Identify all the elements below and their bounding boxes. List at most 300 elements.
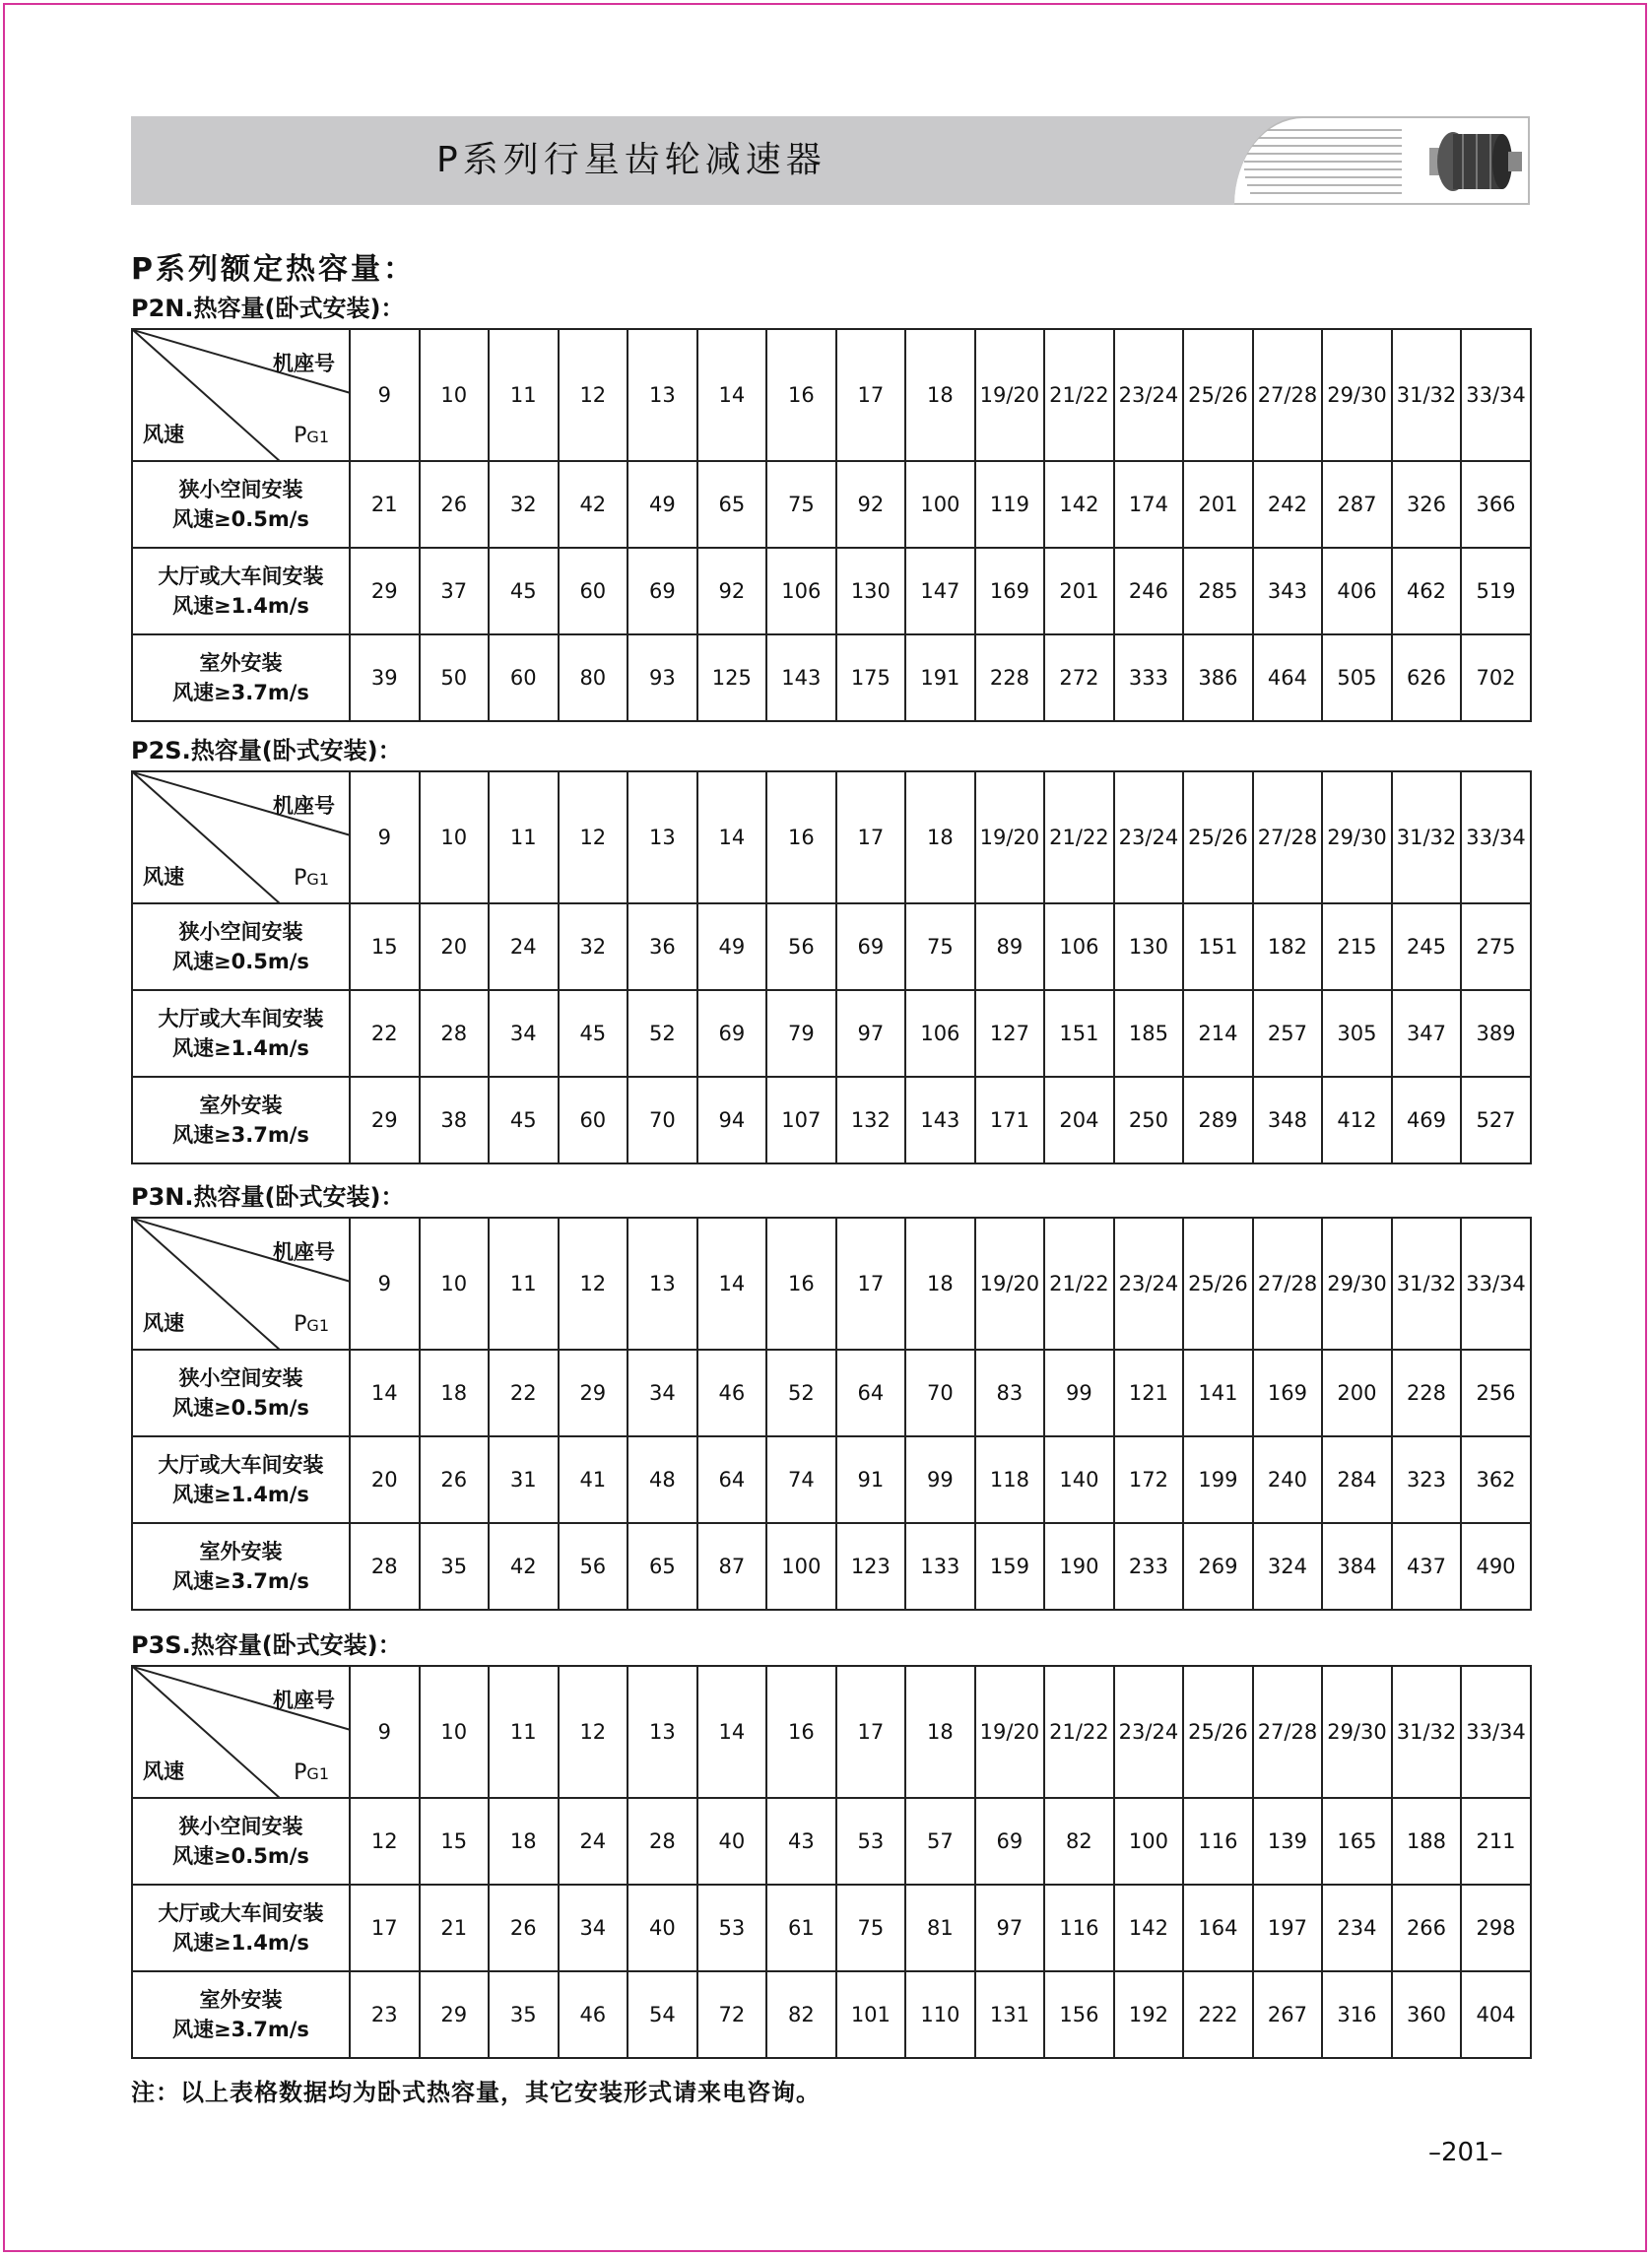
table-cell: 412 xyxy=(1322,1077,1392,1163)
table-cell: 21 xyxy=(420,1885,490,1971)
install-type-label: 狭小空间安装 xyxy=(178,478,303,501)
row-label xyxy=(132,1523,350,1610)
table-cell: 93 xyxy=(628,634,697,721)
table-cell: 406 xyxy=(1322,548,1392,634)
column-header: 13 xyxy=(628,329,697,461)
table-cell: 121 xyxy=(1114,1350,1184,1436)
table-cell: 348 xyxy=(1253,1077,1323,1163)
table-cell: 289 xyxy=(1183,1077,1253,1163)
table-cell: 324 xyxy=(1253,1523,1323,1610)
table-row xyxy=(132,634,1531,721)
column-header: 18 xyxy=(905,771,975,903)
table-cell: 211 xyxy=(1461,1798,1531,1885)
column-header: 25/26 xyxy=(1183,771,1253,903)
table-cell: 69 xyxy=(697,990,767,1077)
table-cell: 49 xyxy=(628,461,697,548)
table-cell: 56 xyxy=(559,1523,628,1610)
wind-speed-label: 风速 xyxy=(143,865,184,889)
table-cell: 519 xyxy=(1461,548,1531,634)
page-number: –201– xyxy=(1428,2138,1503,2167)
column-header: 11 xyxy=(489,329,559,461)
table-cell: 284 xyxy=(1322,1436,1392,1523)
column-header: 9 xyxy=(350,1218,420,1350)
wind-speed-label: 风速 xyxy=(143,1311,184,1335)
table-cell: 101 xyxy=(836,1971,906,2058)
column-header: 33/34 xyxy=(1461,1666,1531,1798)
table-cell: 32 xyxy=(489,461,559,548)
column-header: 19/20 xyxy=(975,1666,1045,1798)
table-cell: 54 xyxy=(628,1971,697,2058)
table-cell: 60 xyxy=(489,634,559,721)
table-cell: 94 xyxy=(697,1077,767,1163)
table-cell: 191 xyxy=(905,634,975,721)
corner-header-cell xyxy=(132,1218,350,1350)
table-cell: 240 xyxy=(1253,1436,1323,1523)
table-cell: 29 xyxy=(350,1077,420,1163)
row-label xyxy=(132,1971,350,2058)
table-cell: 200 xyxy=(1322,1350,1392,1436)
row-label xyxy=(132,1436,350,1523)
table-cell: 326 xyxy=(1392,461,1462,548)
pg1-label xyxy=(294,1312,329,1337)
table-cell: 23 xyxy=(350,1971,420,2058)
column-header: 17 xyxy=(836,329,906,461)
wind-speed-value: 风速≥0.5m/s xyxy=(172,507,309,531)
table-cell: 141 xyxy=(1183,1350,1253,1436)
table-cell: 35 xyxy=(489,1971,559,2058)
table-cell: 15 xyxy=(350,903,420,990)
table-cell: 45 xyxy=(489,548,559,634)
thermal-capacity-table xyxy=(131,328,1532,722)
wind-speed-value: 风速≥1.4m/s xyxy=(172,594,309,618)
table-cell: 127 xyxy=(975,990,1045,1077)
pg1-sub: G1 xyxy=(306,428,329,446)
table-cell: 159 xyxy=(975,1523,1045,1610)
table-cell: 61 xyxy=(766,1885,836,1971)
install-type-label: 狭小空间安装 xyxy=(178,920,303,944)
pg1-main: P xyxy=(294,866,307,891)
table-cell: 185 xyxy=(1114,990,1184,1077)
table-cell: 228 xyxy=(975,634,1045,721)
table-cell: 360 xyxy=(1392,1971,1462,2058)
column-header: 14 xyxy=(697,329,767,461)
column-header: 21/22 xyxy=(1044,771,1114,903)
table-cell: 490 xyxy=(1461,1523,1531,1610)
table-cell: 272 xyxy=(1044,634,1114,721)
pg1-sub: G1 xyxy=(306,870,329,889)
table-cell: 201 xyxy=(1044,548,1114,634)
table-cell: 48 xyxy=(628,1436,697,1523)
table-cell: 175 xyxy=(836,634,906,721)
install-type-label: 大厅或大车间安装 xyxy=(158,1007,324,1030)
column-header: 11 xyxy=(489,771,559,903)
table-cell: 34 xyxy=(489,990,559,1077)
column-header: 25/26 xyxy=(1183,329,1253,461)
column-header: 25/26 xyxy=(1183,1218,1253,1350)
wind-speed-label: 风速 xyxy=(143,423,184,446)
table-cell: 82 xyxy=(1044,1798,1114,1885)
table-cell: 386 xyxy=(1183,634,1253,721)
table-cell: 20 xyxy=(420,903,490,990)
install-type-label: 大厅或大车间安装 xyxy=(158,1453,324,1477)
wind-speed-value: 风速≥0.5m/s xyxy=(172,1844,309,1868)
table-cell: 131 xyxy=(975,1971,1045,2058)
column-header: 25/26 xyxy=(1183,1666,1253,1798)
column-header: 18 xyxy=(905,1218,975,1350)
column-header: 19/20 xyxy=(975,771,1045,903)
column-header: 13 xyxy=(628,1666,697,1798)
column-header: 13 xyxy=(628,1218,697,1350)
table-row xyxy=(132,1436,1531,1523)
table-cell: 57 xyxy=(905,1798,975,1885)
table-cell: 29 xyxy=(559,1350,628,1436)
table-cell: 83 xyxy=(975,1350,1045,1436)
table-cell: 41 xyxy=(559,1436,628,1523)
table-cell: 151 xyxy=(1183,903,1253,990)
table-row xyxy=(132,1350,1531,1436)
table-cell: 275 xyxy=(1461,903,1531,990)
column-header: 16 xyxy=(766,1666,836,1798)
table-row xyxy=(132,461,1531,548)
table-cell: 142 xyxy=(1044,461,1114,548)
table-cell: 257 xyxy=(1253,990,1323,1077)
table-cell: 366 xyxy=(1461,461,1531,548)
table-cell: 172 xyxy=(1114,1436,1184,1523)
wind-speed-value: 风速≥1.4m/s xyxy=(172,1483,309,1506)
table-cell: 323 xyxy=(1392,1436,1462,1523)
table-cell: 228 xyxy=(1392,1350,1462,1436)
table-cell: 99 xyxy=(1044,1350,1114,1436)
row-label xyxy=(132,461,350,548)
table-cell: 92 xyxy=(697,548,767,634)
column-header: 18 xyxy=(905,1666,975,1798)
thermal-capacity-table xyxy=(131,770,1532,1164)
column-header: 29/30 xyxy=(1322,771,1392,903)
table-cell: 37 xyxy=(420,548,490,634)
column-header: 29/30 xyxy=(1322,1666,1392,1798)
table-cell: 69 xyxy=(836,903,906,990)
install-type-label: 室外安装 xyxy=(199,1540,283,1563)
table-header-row xyxy=(132,1666,1531,1798)
column-header: 12 xyxy=(559,1666,628,1798)
table-cell: 65 xyxy=(697,461,767,548)
table-cell: 527 xyxy=(1461,1077,1531,1163)
column-header: 12 xyxy=(559,771,628,903)
column-header: 10 xyxy=(420,1666,490,1798)
table-cell: 188 xyxy=(1392,1798,1462,1885)
table-cell: 199 xyxy=(1183,1436,1253,1523)
table-cell: 234 xyxy=(1322,1885,1392,1971)
table-cell: 118 xyxy=(975,1436,1045,1523)
table-cell: 246 xyxy=(1114,548,1184,634)
table-caption: P3S.热容量(卧式安装)： xyxy=(131,1631,402,1659)
table-cell: 100 xyxy=(905,461,975,548)
table-cell: 362 xyxy=(1461,1436,1531,1523)
table-cell: 106 xyxy=(905,990,975,1077)
table-cell: 45 xyxy=(559,990,628,1077)
column-header: 9 xyxy=(350,1666,420,1798)
table-cell: 32 xyxy=(559,903,628,990)
column-header: 21/22 xyxy=(1044,1218,1114,1350)
table-cell: 65 xyxy=(628,1523,697,1610)
row-label xyxy=(132,903,350,990)
pg1-main: P xyxy=(294,1760,307,1785)
table-cell: 42 xyxy=(489,1523,559,1610)
table-cell: 197 xyxy=(1253,1885,1323,1971)
row-label xyxy=(132,548,350,634)
column-header: 21/22 xyxy=(1044,1666,1114,1798)
table-cell: 97 xyxy=(836,990,906,1077)
table-cell: 133 xyxy=(905,1523,975,1610)
column-header: 31/32 xyxy=(1392,771,1462,903)
column-header: 23/24 xyxy=(1114,1666,1184,1798)
row-label xyxy=(132,1798,350,1885)
table-cell: 15 xyxy=(420,1798,490,1885)
table-cell: 100 xyxy=(766,1523,836,1610)
table-cell: 53 xyxy=(836,1798,906,1885)
table-cell: 40 xyxy=(697,1798,767,1885)
row-label xyxy=(132,634,350,721)
table-cell: 14 xyxy=(350,1350,420,1436)
row-label xyxy=(132,1350,350,1436)
table-cell: 56 xyxy=(766,903,836,990)
table-cell: 298 xyxy=(1461,1885,1531,1971)
table-cell: 169 xyxy=(975,548,1045,634)
table-cell: 462 xyxy=(1392,548,1462,634)
column-header: 27/28 xyxy=(1253,329,1323,461)
table-cell: 201 xyxy=(1183,461,1253,548)
table-cell: 250 xyxy=(1114,1077,1184,1163)
table-cell: 60 xyxy=(559,1077,628,1163)
table-cell: 43 xyxy=(766,1798,836,1885)
table-cell: 64 xyxy=(697,1436,767,1523)
install-type-label: 大厅或大车间安装 xyxy=(158,564,324,588)
table-cell: 81 xyxy=(905,1885,975,1971)
table-caption: P2N.热容量(卧式安装)： xyxy=(131,295,405,322)
table-row xyxy=(132,990,1531,1077)
frame-size-label: 机座号 xyxy=(273,794,335,818)
wind-speed-value: 风速≥1.4m/s xyxy=(172,1036,309,1060)
table-cell: 18 xyxy=(420,1350,490,1436)
column-header: 17 xyxy=(836,1218,906,1350)
column-header: 10 xyxy=(420,329,490,461)
column-header: 9 xyxy=(350,329,420,461)
table-cell: 505 xyxy=(1322,634,1392,721)
table-cell: 24 xyxy=(559,1798,628,1885)
table-cell: 22 xyxy=(350,990,420,1077)
table-cell: 119 xyxy=(975,461,1045,548)
column-header: 13 xyxy=(628,771,697,903)
install-type-label: 狭小空间安装 xyxy=(178,1815,303,1838)
column-header: 23/24 xyxy=(1114,771,1184,903)
table-cell: 39 xyxy=(350,634,420,721)
table-cell: 116 xyxy=(1044,1885,1114,1971)
table-cell: 72 xyxy=(697,1971,767,2058)
table-cell: 82 xyxy=(766,1971,836,2058)
table-cell: 46 xyxy=(697,1350,767,1436)
table-cell: 384 xyxy=(1322,1523,1392,1610)
wind-speed-value: 风速≥3.7m/s xyxy=(172,1123,309,1147)
table-cell: 60 xyxy=(559,548,628,634)
column-header: 14 xyxy=(697,1666,767,1798)
table-cell: 45 xyxy=(489,1077,559,1163)
table-cell: 28 xyxy=(420,990,490,1077)
table-cell: 53 xyxy=(697,1885,767,1971)
pg1-main: P xyxy=(294,1312,307,1337)
table-cell: 204 xyxy=(1044,1077,1114,1163)
column-header: 23/24 xyxy=(1114,1218,1184,1350)
frame-size-label: 机座号 xyxy=(273,1240,335,1264)
table-cell: 143 xyxy=(905,1077,975,1163)
table-cell: 107 xyxy=(766,1077,836,1163)
column-header: 18 xyxy=(905,329,975,461)
table-cell: 21 xyxy=(350,461,420,548)
table-cell: 70 xyxy=(905,1350,975,1436)
table-cell: 31 xyxy=(489,1436,559,1523)
table-cell: 343 xyxy=(1253,548,1323,634)
table-cell: 106 xyxy=(1044,903,1114,990)
table-row xyxy=(132,1885,1531,1971)
table-caption: P2S.热容量(卧式安装)： xyxy=(131,737,402,764)
column-header: 31/32 xyxy=(1392,1218,1462,1350)
table-cell: 233 xyxy=(1114,1523,1184,1610)
row-label xyxy=(132,1885,350,1971)
table-cell: 267 xyxy=(1253,1971,1323,2058)
table-cell: 28 xyxy=(350,1523,420,1610)
thermal-capacity-table xyxy=(131,1665,1532,2059)
table-cell: 256 xyxy=(1461,1350,1531,1436)
wind-speed-label: 风速 xyxy=(143,1759,184,1783)
table-cell: 147 xyxy=(905,548,975,634)
table-cell: 464 xyxy=(1253,634,1323,721)
table-cell: 190 xyxy=(1044,1523,1114,1610)
table-header-row xyxy=(132,329,1531,461)
column-header: 19/20 xyxy=(975,1218,1045,1350)
column-header: 27/28 xyxy=(1253,1666,1323,1798)
table-cell: 125 xyxy=(697,634,767,721)
wind-speed-value: 风速≥3.7m/s xyxy=(172,681,309,704)
table-cell: 28 xyxy=(628,1798,697,1885)
table-cell: 164 xyxy=(1183,1885,1253,1971)
table-cell: 17 xyxy=(350,1885,420,1971)
table-cell: 106 xyxy=(766,548,836,634)
column-header: 11 xyxy=(489,1218,559,1350)
footnote: 注：以上表格数据均为卧式热容量，其它安装形式请来电咨询。 xyxy=(131,2079,821,2106)
table-cell: 142 xyxy=(1114,1885,1184,1971)
table-cell: 97 xyxy=(975,1885,1045,1971)
column-header: 10 xyxy=(420,1218,490,1350)
table-cell: 469 xyxy=(1392,1077,1462,1163)
table-cell: 214 xyxy=(1183,990,1253,1077)
table-cell: 40 xyxy=(628,1885,697,1971)
table-cell: 269 xyxy=(1183,1523,1253,1610)
frame-size-label: 机座号 xyxy=(273,352,335,375)
table-cell: 130 xyxy=(836,548,906,634)
table-caption: P3N.热容量(卧式安装)： xyxy=(131,1183,405,1211)
column-header: 11 xyxy=(489,1666,559,1798)
table-cell: 22 xyxy=(489,1350,559,1436)
column-header: 10 xyxy=(420,771,490,903)
table-cell: 26 xyxy=(420,461,490,548)
wind-speed-value: 风速≥0.5m/s xyxy=(172,1396,309,1420)
column-header: 12 xyxy=(559,1218,628,1350)
table-header-row xyxy=(132,771,1531,903)
table-cell: 123 xyxy=(836,1523,906,1610)
column-header: 14 xyxy=(697,771,767,903)
column-header: 16 xyxy=(766,771,836,903)
table-cell: 404 xyxy=(1461,1971,1531,2058)
table-cell: 50 xyxy=(420,634,490,721)
table-row xyxy=(132,1523,1531,1610)
table-cell: 79 xyxy=(766,990,836,1077)
table-cell: 49 xyxy=(697,903,767,990)
table-cell: 222 xyxy=(1183,1971,1253,2058)
table-cell: 116 xyxy=(1183,1798,1253,1885)
table-cell: 266 xyxy=(1392,1885,1462,1971)
column-header: 31/32 xyxy=(1392,1666,1462,1798)
table-cell: 46 xyxy=(559,1971,628,2058)
table-cell: 75 xyxy=(836,1885,906,1971)
install-type-label: 室外安装 xyxy=(199,1094,283,1117)
table-cell: 34 xyxy=(559,1885,628,1971)
table-row xyxy=(132,1798,1531,1885)
table-cell: 64 xyxy=(836,1350,906,1436)
table-cell: 70 xyxy=(628,1077,697,1163)
column-header: 27/28 xyxy=(1253,1218,1323,1350)
table-cell: 305 xyxy=(1322,990,1392,1077)
table-cell: 29 xyxy=(350,548,420,634)
pg1-main: P xyxy=(294,424,307,448)
table-cell: 36 xyxy=(628,903,697,990)
table-cell: 132 xyxy=(836,1077,906,1163)
column-header: 16 xyxy=(766,1218,836,1350)
header-banner xyxy=(131,116,1530,205)
table-cell: 75 xyxy=(766,461,836,548)
column-header: 14 xyxy=(697,1218,767,1350)
table-cell: 12 xyxy=(350,1798,420,1885)
column-header: 33/34 xyxy=(1461,771,1531,903)
install-type-label: 室外安装 xyxy=(199,1988,283,2012)
pg1-label xyxy=(294,424,329,448)
corner-header-cell xyxy=(132,329,350,461)
table-cell: 285 xyxy=(1183,548,1253,634)
table-cell: 80 xyxy=(559,634,628,721)
table-cell: 99 xyxy=(905,1436,975,1523)
banner-product-panel xyxy=(1234,116,1530,205)
table-cell: 169 xyxy=(1253,1350,1323,1436)
wind-speed-value: 风速≥0.5m/s xyxy=(172,950,309,973)
column-header: 21/22 xyxy=(1044,329,1114,461)
table-cell: 192 xyxy=(1114,1971,1184,2058)
table-row xyxy=(132,548,1531,634)
pg1-sub: G1 xyxy=(306,1316,329,1335)
column-header: 33/34 xyxy=(1461,1218,1531,1350)
thermal-capacity-table xyxy=(131,1217,1532,1611)
wind-speed-value: 风速≥3.7m/s xyxy=(172,2018,309,2041)
table-cell: 347 xyxy=(1392,990,1462,1077)
table-cell: 182 xyxy=(1253,903,1323,990)
column-header: 27/28 xyxy=(1253,771,1323,903)
table-cell: 91 xyxy=(836,1436,906,1523)
table-cell: 139 xyxy=(1253,1798,1323,1885)
table-cell: 702 xyxy=(1461,634,1531,721)
table-cell: 437 xyxy=(1392,1523,1462,1610)
table-cell: 29 xyxy=(420,1971,490,2058)
install-type-label: 大厅或大车间安装 xyxy=(158,1901,324,1925)
pg1-sub: G1 xyxy=(306,1764,329,1783)
table-cell: 42 xyxy=(559,461,628,548)
table-cell: 316 xyxy=(1322,1971,1392,2058)
